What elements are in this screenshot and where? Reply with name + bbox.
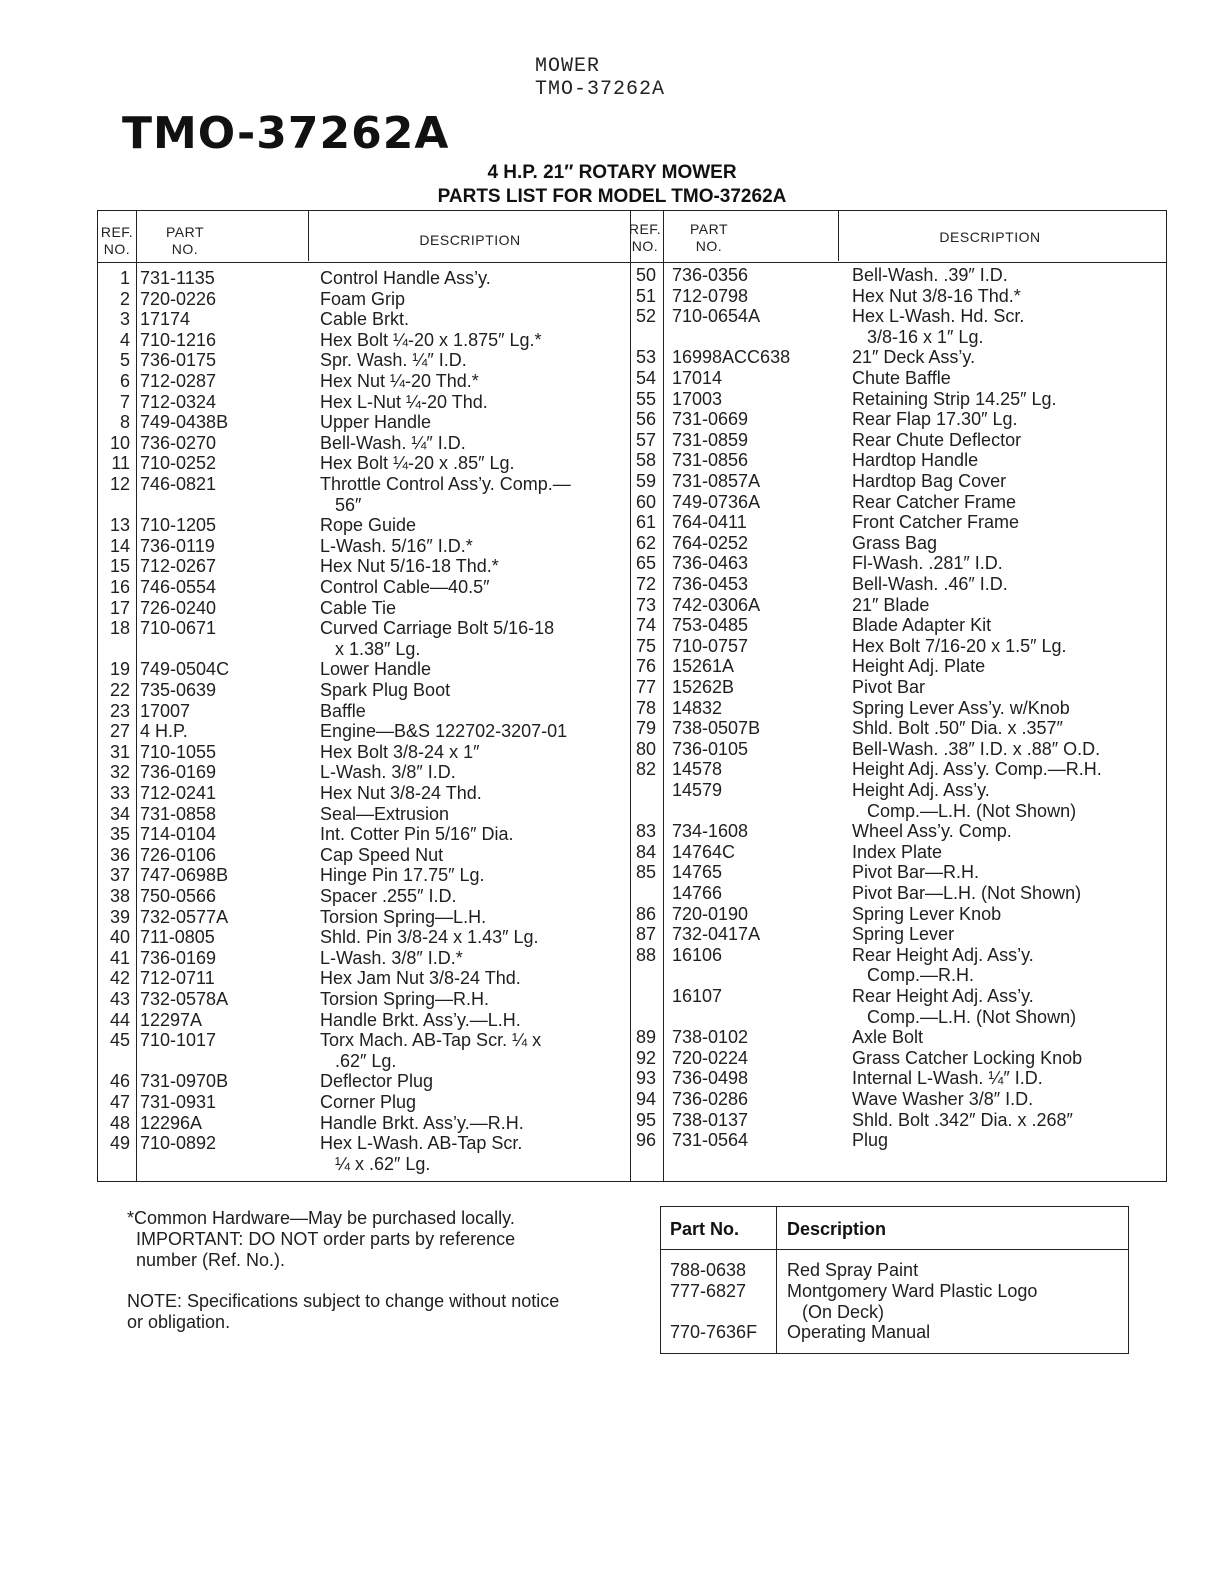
part-description: Bell-Wash. .38″ I.D. x .88″ O.D. <box>852 738 1101 759</box>
ref-number: 35 <box>109 824 130 845</box>
ref-number: 1 <box>119 268 130 288</box>
part-description: Bell-Wash. .39″ I.D. <box>852 265 1008 285</box>
part-number: 788-0638 <box>670 1260 747 1280</box>
part-number: 16998ACC638 <box>672 347 791 368</box>
ref-number: 92 <box>635 1047 656 1068</box>
part-description: Seal—Extrusion <box>320 803 450 824</box>
part-description: 56″ <box>320 494 362 515</box>
part-number: 710-1216 <box>140 329 217 350</box>
part-description: Hex Bolt 7/16-20 x 1.5″ Lg. <box>852 635 1067 656</box>
ref-number: 60 <box>635 491 656 512</box>
header-ref: REF. NO. <box>100 224 134 257</box>
part-number: 764-0252 <box>672 532 749 553</box>
header-divider <box>97 262 1167 263</box>
part-description: Hinge Pin 17.75″ Lg. <box>320 865 485 886</box>
ref-number: 49 <box>109 1133 130 1154</box>
ref-number: 8 <box>119 412 130 433</box>
ref-number: 76 <box>635 656 656 677</box>
ref-number: 94 <box>635 1089 656 1109</box>
header-part-no: PART NO. <box>689 221 729 254</box>
part-number: 736-0169 <box>140 762 217 783</box>
col-divider <box>136 211 137 1181</box>
part-description: Retaining Strip 14.25″ Lg. <box>852 388 1057 409</box>
ref-number: 14 <box>109 535 130 556</box>
part-description: L-Wash. 3/8″ I.D.* <box>320 947 463 968</box>
part-description: Pivot Bar—L.H. (Not Shown) <box>852 883 1082 903</box>
part-number: 710-0757 <box>672 635 749 656</box>
ref-number: 38 <box>109 886 130 906</box>
part-number: 749-0736A <box>672 491 761 512</box>
ref-number: 53 <box>635 347 656 368</box>
part-description: 21″ Deck Ass’y. <box>852 347 976 368</box>
ref-number: 95 <box>635 1109 656 1130</box>
part-description: Operating Manual <box>787 1322 931 1342</box>
important-note: IMPORTANT: DO NOT order parts by reference <box>136 1229 516 1249</box>
specifications-note-cont: or obligation. <box>127 1312 231 1332</box>
part-description: Upper Handle <box>320 412 432 433</box>
part-description: Torsion Spring—R.H. <box>320 989 490 1009</box>
ref-number: 65 <box>635 553 656 574</box>
part-description: Shld. Bolt .50″ Dia. x .357″ <box>852 718 1063 739</box>
part-description: Rope Guide <box>320 515 417 536</box>
part-description: Hex Jam Nut 3/8-24 Thd. <box>320 968 521 989</box>
col-divider <box>663 211 664 1181</box>
part-number: 712-0287 <box>140 371 217 391</box>
part-number: 738-0137 <box>672 1109 749 1130</box>
part-description: Cable Brkt. <box>320 309 410 330</box>
part-description: Wave Washer 3/8″ I.D. <box>852 1089 1034 1109</box>
part-number: 736-0453 <box>672 574 749 594</box>
part-number: 764-0411 <box>672 512 747 533</box>
ref-number: 42 <box>109 968 130 989</box>
part-number: 4 H.P. <box>140 721 188 742</box>
part-number: 731-0856 <box>672 450 749 471</box>
part-description: 21″ Blade <box>852 594 930 615</box>
part-description: Cable Tie <box>320 597 397 618</box>
part-description: Cap Speed Nut <box>320 844 444 865</box>
part-description: .62″ Lg. <box>320 1050 397 1071</box>
ref-number: 62 <box>635 532 656 553</box>
header-description: DESCRIPTION <box>939 229 1041 245</box>
part-description: ¼ x .62″ Lg. <box>320 1153 431 1174</box>
part-description: Index Plate <box>852 841 943 862</box>
part-number: 738-0507B <box>672 718 761 739</box>
part-number: 14578 <box>672 759 723 780</box>
part-number: 746-0821 <box>140 474 217 494</box>
part-description: Throttle Control Ass’y. Comp.— <box>320 474 571 494</box>
ref-number: 10 <box>109 432 130 453</box>
ref-number: 34 <box>109 803 130 824</box>
ref-number: 47 <box>109 1092 130 1112</box>
part-description: Height Adj. Plate <box>852 656 986 677</box>
col-divider <box>308 211 309 261</box>
ref-number: 43 <box>109 989 130 1009</box>
part-number: 731-0931 <box>140 1092 217 1112</box>
part-description: Plug <box>852 1130 889 1151</box>
important-note-cont: number (Ref. No.). <box>136 1250 286 1270</box>
part-description: L-Wash. 3/8″ I.D. <box>320 762 456 783</box>
part-number: 15262B <box>672 677 735 697</box>
part-number: 731-0970B <box>140 1071 229 1092</box>
part-number: 710-0654A <box>672 306 761 327</box>
ref-number: 84 <box>635 841 656 862</box>
part-number: 777-6827 <box>670 1281 747 1301</box>
ref-number: 85 <box>635 862 656 883</box>
part-number: 17003 <box>672 388 723 409</box>
ref-number: 50 <box>635 265 656 285</box>
part-description: Engine—B&S 122702-3207-01 <box>320 721 568 742</box>
ref-number: 41 <box>109 947 130 968</box>
ref-number: 82 <box>635 759 656 780</box>
ref-number: 32 <box>109 762 130 783</box>
part-description: Red Spray Paint <box>787 1260 919 1280</box>
part-description: Hex L-Wash. Hd. Scr. <box>852 306 1025 327</box>
part-description: Hex Nut 3/8-16 Thd.* <box>852 285 1021 306</box>
part-description: Hex L-Nut ¼-20 Thd. <box>320 391 488 412</box>
part-number: 734-1608 <box>672 821 749 842</box>
part-description: Spring Lever Knob <box>852 903 1002 924</box>
part-number: 14764C <box>672 841 736 862</box>
part-number: 710-1017 <box>140 1030 217 1051</box>
part-number: 711-0805 <box>140 927 215 948</box>
part-description: Pivot Bar—R.H. <box>852 862 980 883</box>
ref-number: 39 <box>109 906 130 927</box>
part-number: 731-1135 <box>140 268 215 288</box>
part-description: Comp.—L.H. (Not Shown) <box>852 1006 1077 1027</box>
part-number: 750-0566 <box>140 886 217 906</box>
part-description: Shld. Bolt .342″ Dia. x .268″ <box>852 1109 1073 1130</box>
part-description: Hardtop Bag Cover <box>852 471 1007 491</box>
part-number: 726-0106 <box>140 844 217 865</box>
part-description: Front Catcher Frame <box>852 512 1020 533</box>
part-number: 710-1055 <box>140 741 217 762</box>
part-description: Comp.—L.H. (Not Shown) <box>852 800 1077 821</box>
ref-number: 37 <box>109 865 130 886</box>
part-number: 14832 <box>672 697 723 718</box>
part-description: Height Adj. Ass’y. <box>852 780 990 800</box>
ref-number: 7 <box>119 391 130 412</box>
ref-number: 54 <box>635 368 656 388</box>
part-number: 712-0711 <box>140 968 215 989</box>
part-description: Foam Grip <box>320 288 406 309</box>
ref-number: 77 <box>635 677 656 697</box>
part-description: Hex Nut 3/8-24 Thd. <box>320 783 482 803</box>
part-number: 749-0438B <box>140 412 229 433</box>
part-number: 710-1205 <box>140 515 217 536</box>
part-number: 17014 <box>672 368 723 388</box>
part-number: 12297A <box>140 1009 203 1030</box>
part-description: Hex Bolt ¼-20 x 1.875″ Lg.* <box>320 329 542 350</box>
part-description: Lower Handle <box>320 659 432 680</box>
part-description: Chute Baffle <box>852 368 951 388</box>
ref-number: 56 <box>635 409 656 430</box>
ref-number: 55 <box>635 388 656 409</box>
part-number: 736-0498 <box>672 1068 749 1089</box>
part-description: Baffle <box>320 700 366 721</box>
part-number: 16106 <box>672 944 723 965</box>
ref-number: 52 <box>635 306 656 327</box>
part-number: 710-0671 <box>140 618 217 639</box>
part-number: 14579 <box>672 780 723 800</box>
ref-number: 2 <box>119 288 130 309</box>
ref-number: 15 <box>109 556 130 577</box>
ref-number: 88 <box>635 944 656 965</box>
part-description: (On Deck) <box>787 1302 885 1322</box>
ref-number: 23 <box>109 700 130 721</box>
ref-number: 18 <box>109 618 130 639</box>
part-description: Control Handle Ass’y. <box>320 268 491 288</box>
part-description: Shld. Pin 3/8-24 x 1.43″ Lg. <box>320 927 539 948</box>
ref-number: 86 <box>635 903 656 924</box>
part-description: Rear Height Adj. Ass’y. <box>852 986 1034 1006</box>
ref-number: 11 <box>111 453 130 474</box>
part-description: Corner Plug <box>320 1092 417 1112</box>
ref-number: 36 <box>109 844 130 865</box>
part-number: 720-0226 <box>140 288 217 309</box>
part-number: 15261A <box>672 656 735 677</box>
part-description: Axle Bolt <box>852 1027 924 1048</box>
part-number: 731-0564 <box>672 1130 749 1151</box>
part-description: Wheel Ass’y. Comp. <box>852 821 1012 842</box>
part-number: 14765 <box>672 862 723 883</box>
ref-number: 72 <box>635 574 656 594</box>
part-number: 770-7636F <box>670 1322 758 1342</box>
ref-number: 61 <box>635 512 656 533</box>
ref-number: 89 <box>635 1027 656 1048</box>
ref-number: 80 <box>635 738 656 759</box>
part-description: Rear Catcher Frame <box>852 491 1017 512</box>
part-number: 17174 <box>140 309 191 330</box>
part-description: Hardtop Handle <box>852 450 979 471</box>
ref-number: 93 <box>635 1068 656 1089</box>
part-number: 720-0224 <box>672 1047 749 1068</box>
header-line-2: TMO-37262A <box>535 78 666 101</box>
part-description: 3/8-16 x 1″ Lg. <box>852 326 984 347</box>
part-description: Rear Chute Deflector <box>852 429 1022 450</box>
part-description: Spacer .255″ I.D. <box>320 886 457 906</box>
ref-number: 79 <box>635 718 656 739</box>
ref-number: 22 <box>109 680 130 700</box>
part-description: Fl-Wash. .281″ I.D. <box>852 553 1003 574</box>
part-description: Spark Plug Boot <box>320 680 451 700</box>
part-description: Spr. Wash. ¼″ I.D. <box>320 350 467 371</box>
part-number: 712-0241 <box>140 783 217 803</box>
part-description: Internal L-Wash. ¼″ I.D. <box>852 1068 1043 1089</box>
header-description: DESCRIPTION <box>419 232 521 248</box>
part-number: 731-0858 <box>140 803 217 824</box>
part-number: 14766 <box>672 883 723 903</box>
part-number: 726-0240 <box>140 597 217 618</box>
ref-number: 19 <box>109 659 130 680</box>
part-number: 731-0857A <box>672 471 761 491</box>
ref-number: 78 <box>635 697 656 718</box>
ref-number: 51 <box>635 285 656 306</box>
part-description: Spring Lever <box>852 924 955 945</box>
part-description: Handle Brkt. Ass’y.—R.H. <box>320 1112 524 1133</box>
col-divider <box>776 1207 777 1353</box>
part-number: 746-0554 <box>140 577 217 597</box>
part-number: 742-0306A <box>672 594 761 615</box>
part-number: 720-0190 <box>672 903 749 924</box>
part-number: 736-0286 <box>672 1089 749 1109</box>
ref-number: 59 <box>635 471 656 491</box>
part-number: 738-0102 <box>672 1027 749 1048</box>
header-line-1: MOWER <box>535 55 601 78</box>
part-description: Pivot Bar <box>852 677 926 697</box>
part-description: Hex Nut 5/16-18 Thd.* <box>320 556 499 577</box>
ref-number: 31 <box>109 741 130 762</box>
part-description: Torx Mach. AB-Tap Scr. ¼ x <box>320 1030 542 1051</box>
part-number: 735-0639 <box>140 680 217 700</box>
part-number: 736-0463 <box>672 553 749 574</box>
part-description: Comp.—R.H. <box>852 965 975 986</box>
ref-number: 74 <box>635 615 656 636</box>
specifications-note: NOTE: Specifications subject to change without notice <box>127 1291 560 1311</box>
ref-number: 83 <box>635 821 656 842</box>
part-description: Hex Bolt 3/8-24 x 1″ <box>320 741 480 762</box>
header-divider <box>660 1249 1129 1250</box>
part-description: Bell-Wash. .46″ I.D. <box>852 574 1008 594</box>
header-part-no: PART NO. <box>165 224 205 257</box>
subtitle-parts-list: PARTS LIST FOR MODEL TMO-37262A <box>437 186 787 207</box>
part-number: 12296A <box>140 1112 203 1133</box>
model-title: TMO-37262A <box>122 108 450 159</box>
part-description: Curved Carriage Bolt 5/16-18 <box>320 618 555 639</box>
part-description: Montgomery Ward Plastic Logo <box>787 1281 1038 1301</box>
part-number: 732-0577A <box>140 906 229 927</box>
part-number: 712-0798 <box>672 285 749 306</box>
ref-number: 3 <box>119 309 130 330</box>
header-ref: REF. NO. <box>628 221 662 254</box>
part-number: 753-0485 <box>672 615 749 636</box>
ref-number: 96 <box>635 1130 656 1151</box>
ref-number: 17 <box>109 597 130 618</box>
subtitle-mower: 4 H.P. 21″ ROTARY MOWER <box>487 162 737 183</box>
header-description: Description <box>787 1219 887 1239</box>
part-number: 731-0859 <box>672 429 749 450</box>
common-hardware-note: *Common Hardware—May be purchased locally. <box>127 1208 515 1228</box>
ref-number: 5 <box>119 350 130 371</box>
part-description: Deflector Plug <box>320 1071 434 1092</box>
part-description: Grass Catcher Locking Knob <box>852 1047 1083 1068</box>
part-number: 712-0324 <box>140 391 217 412</box>
ref-number: 6 <box>119 371 130 391</box>
ref-number: 48 <box>109 1112 130 1133</box>
part-description: Torsion Spring—L.H. <box>320 906 487 927</box>
ref-number: 12 <box>109 474 130 494</box>
ref-number: 44 <box>109 1009 130 1030</box>
part-number: 710-0892 <box>140 1133 217 1154</box>
part-description: Control Cable—40.5″ <box>320 577 490 597</box>
part-number: 736-0169 <box>140 947 217 968</box>
part-description: Handle Brkt. Ass’y.—L.H. <box>320 1009 521 1030</box>
part-number: 736-0105 <box>672 738 749 759</box>
ref-number: 27 <box>109 721 130 742</box>
ref-number: 57 <box>635 429 656 450</box>
ref-number: 58 <box>635 450 656 471</box>
part-number: 17007 <box>140 700 191 721</box>
part-number: 732-0578A <box>140 989 229 1009</box>
header-part-no: Part No. <box>670 1219 740 1239</box>
part-number: 731-0669 <box>672 409 749 430</box>
ref-number: 13 <box>109 515 130 536</box>
part-description: L-Wash. 5/16″ I.D.* <box>320 535 473 556</box>
ref-number: 4 <box>119 329 130 350</box>
ref-number: 40 <box>109 927 130 948</box>
part-description: Hex L-Wash. AB-Tap Scr. <box>320 1133 523 1154</box>
part-description: Rear Height Adj. Ass’y. <box>852 944 1034 965</box>
part-number: 736-0175 <box>140 350 217 371</box>
col-divider <box>838 211 839 261</box>
part-description: Int. Cotter Pin 5/16″ Dia. <box>320 824 514 845</box>
part-description: Hex Nut ¼-20 Thd.* <box>320 371 479 391</box>
part-number: 714-0104 <box>140 824 217 845</box>
part-number: 732-0417A <box>672 924 761 945</box>
part-number: 736-0356 <box>672 265 749 285</box>
ref-number: 73 <box>635 594 656 615</box>
ref-number: 87 <box>635 924 656 945</box>
part-number: 736-0119 <box>140 535 215 556</box>
ref-number: 45 <box>109 1030 130 1051</box>
part-description: Bell-Wash. ¼″ I.D. <box>320 432 466 453</box>
part-number: 710-0252 <box>140 453 217 474</box>
part-number: 747-0698B <box>140 865 229 886</box>
part-number: 712-0267 <box>140 556 217 577</box>
ref-number: 16 <box>109 577 130 597</box>
ref-number: 46 <box>109 1071 130 1092</box>
part-description: Height Adj. Ass’y. Comp.—R.H. <box>852 759 1102 780</box>
part-description: Hex Bolt ¼-20 x .85″ Lg. <box>320 453 515 474</box>
ref-number: 75 <box>635 635 656 656</box>
part-description: Spring Lever Ass’y. w/Knob <box>852 697 1070 718</box>
part-description: x 1.38″ Lg. <box>320 638 421 659</box>
part-description: Rear Flap 17.30″ Lg. <box>852 409 1018 430</box>
part-description: Grass Bag <box>852 532 938 553</box>
part-description: Blade Adapter Kit <box>852 615 992 636</box>
part-number: 16107 <box>672 986 723 1006</box>
part-number: 749-0504C <box>140 659 230 680</box>
ref-number: 33 <box>109 783 130 803</box>
part-number: 736-0270 <box>140 432 217 453</box>
